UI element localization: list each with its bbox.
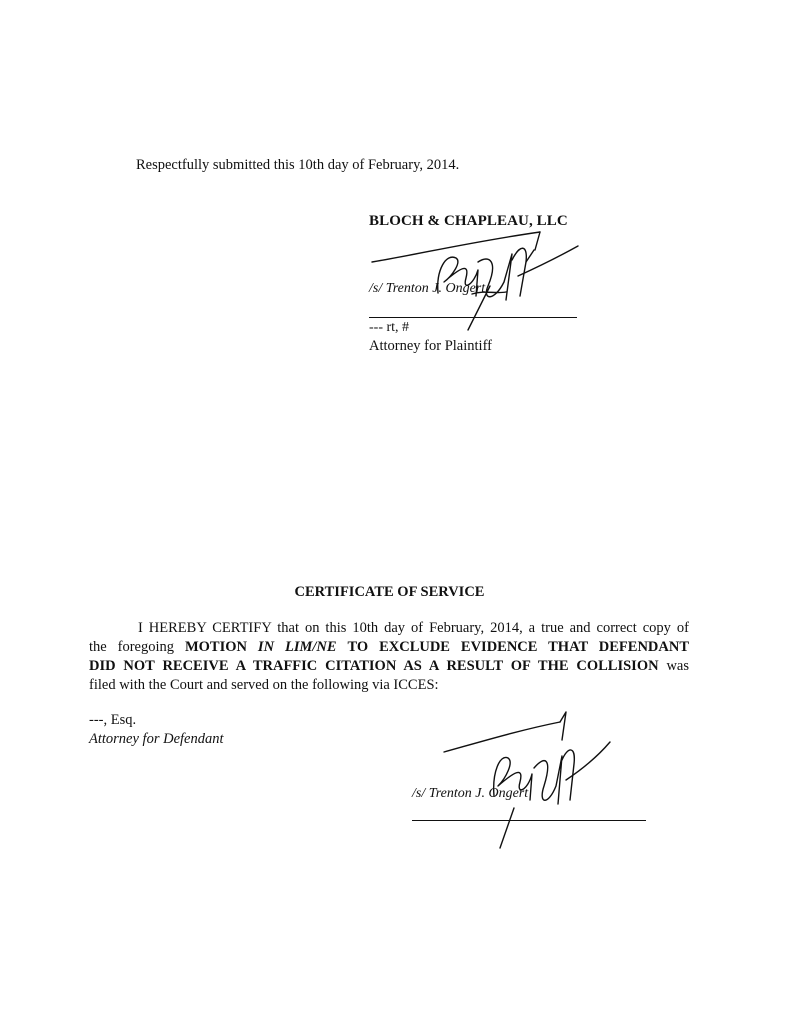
signer-name-first: /s/ Trenton J. Ongert bbox=[369, 281, 486, 296]
signer-name-second: /s/ Trenton J. Ongert bbox=[412, 786, 529, 801]
signature-line-second bbox=[412, 820, 646, 821]
handwritten-signature-second bbox=[444, 712, 610, 848]
motion-title-continued: DID NOT RECEIVE A TRAFFIC CITATION AS A RESULT OF THE COLLISION bbox=[89, 658, 659, 674]
certificate-line-3 bbox=[89, 657, 689, 676]
submission-date-line: Respectfully submitted this 10th day of February, 2014. bbox=[136, 157, 460, 173]
certificate-line-3-tail: was bbox=[666, 658, 689, 674]
attorney-role-plaintiff: Attorney for Plaintiff bbox=[369, 338, 492, 354]
certificate-body bbox=[89, 619, 689, 695]
signature-line-first bbox=[369, 317, 577, 318]
certificate-line-2-prefix: the foregoing bbox=[89, 639, 175, 655]
motion-word: MOTION bbox=[184, 639, 247, 655]
law-firm-name: BLOCH & CHAPLEAU, LLC bbox=[369, 213, 568, 229]
bar-number-line: --- rt, # bbox=[369, 320, 410, 335]
in-limine-phrase: IN LIM/NE bbox=[257, 639, 337, 655]
certificate-line-2 bbox=[89, 638, 689, 657]
certificate-heading: CERTIFICATE OF SERVICE bbox=[294, 584, 485, 600]
motion-title-rest: TO EXCLUDE EVIDENCE THAT DEFENDANT bbox=[347, 639, 690, 655]
certificate-line-4: filed with the Court and served on the following via ICCES: bbox=[89, 677, 439, 693]
defendant-counsel-name: ---, Esq. bbox=[89, 712, 137, 728]
certificate-line-1: I HEREBY CERTIFY that on this 10th day of February, 2014, a true and correct copy of bbox=[138, 620, 689, 636]
defendant-counsel-role: Attorney for Defendant bbox=[89, 731, 224, 747]
